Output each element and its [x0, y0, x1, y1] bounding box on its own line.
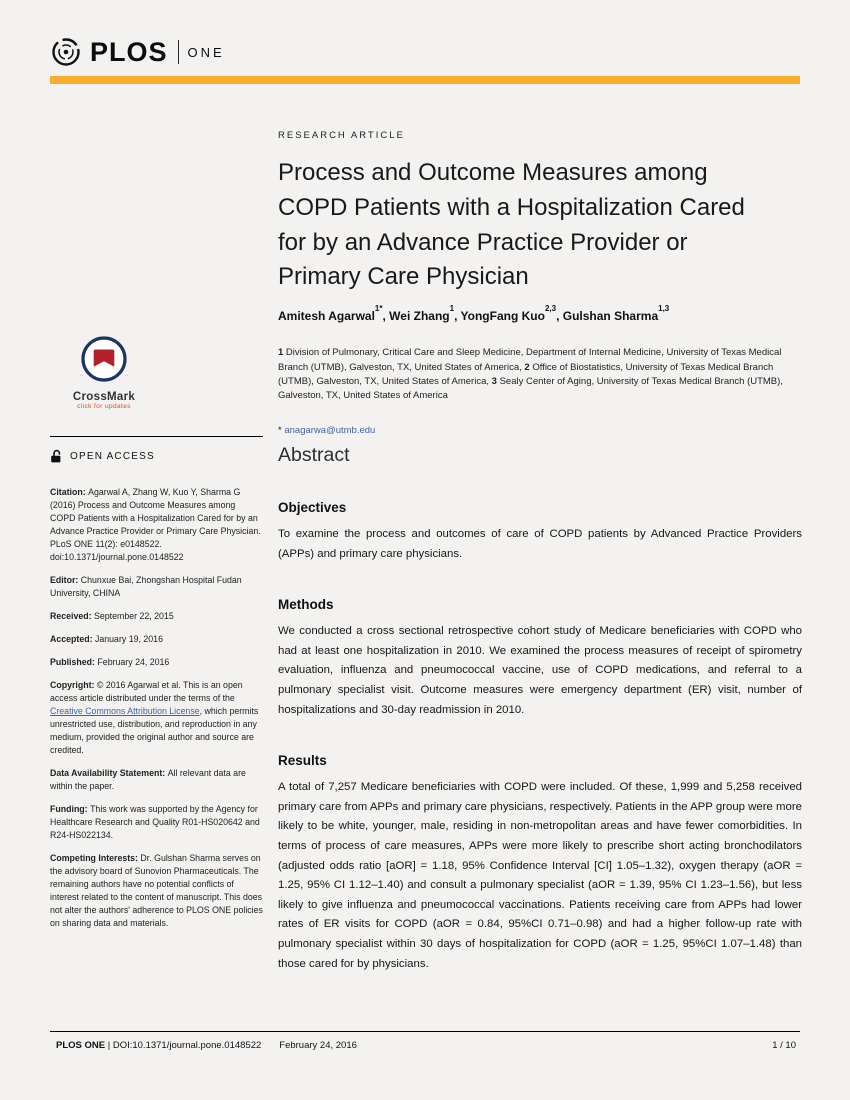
- footer-page-number: 1 / 10: [772, 1040, 796, 1051]
- sidebar-note-label: Data Availability Statement:: [50, 768, 168, 778]
- sidebar: [50, 334, 263, 940]
- article-title: [278, 156, 802, 295]
- abstract: [278, 444, 802, 974]
- correspondence-line: [278, 425, 802, 436]
- sidebar-note: Data Availability Statement: All relevant data are within the paper.: [50, 768, 246, 791]
- footer-date: February 24, 2016: [279, 1040, 357, 1051]
- abstract-section-text: A total of 7,257 Medicare beneficiaries with COPD were included. Of these, 1,999 and 5,258 received primary care from APPs and primary care physicians, respectively. Patients in the APP group were more likely to be white, younger, male, residing in non-metropolitan areas and have fewer comorbidities. In terms of process of care measures, APPs were more likely to prescribe short acting bronchodilators (adjusted odds ratio [aOR] = 1.18, 95% Confidence Interval [CI] 1.05–1.32), oxygen therapy (aOR = 1.25, 95% CI 1.12–1.40) and consult a pulmonary specialist (aOR = 1.39, 95% CI 1.23–1.56), but less likely to give influenza and pneumococcal vaccinations. Patients receiving care from APPs had lower rates of ER visits for COPD (aOR = 0.84, 95%CI 0.71–0.98) and had a higher follow-up rate with pulmonary specialist within 30 days of hospitalization for COPD (aOR = 1.25, 95%CI 1.07–1.48) than those cared for by physicians.: [278, 781, 802, 970]
- open-access-row: [50, 449, 263, 463]
- crossmark-badge[interactable]: [52, 334, 156, 410]
- author-name: Amitesh Agarwal$^{1*}$: [278, 304, 383, 324]
- crossmark-tagline: click for updates: [77, 403, 131, 410]
- abstract-section-text: To examine the process and outcomes of care of COPD patients by Advanced Practice Providers (APPs) and primary care physicians.: [278, 528, 802, 560]
- sidebar-note-label: Accepted:: [50, 634, 95, 644]
- article-header: [278, 130, 802, 436]
- footer-doi: PLOS ONE | DOI:10.1371/journal.pone.0148522: [56, 1040, 262, 1051]
- crossmark-icon: [79, 334, 129, 384]
- sidebar-note-label: Received:: [50, 611, 95, 621]
- author-name: Gulshan Sharma$^{1,3}$: [562, 304, 670, 324]
- article-title-line: for by an Advance Practice Provider or: [278, 228, 688, 256]
- article-type-label: RESEARCH ARTICLE: [278, 130, 405, 141]
- sidebar-note: Copyright: © 2016 Agarwal et al. This is an open access article distributed under the terms of the Creative Commons Attribution License, which permits unrestricted use, distribution, and reproduction in any medium, provided the original author and source are credited.: [50, 680, 259, 755]
- article-title-line: Process and Outcome Measures among: [278, 159, 708, 186]
- sidebar-notes: [50, 486, 263, 930]
- sidebar-note: Funding: This work was supported by the Agency for Healthcare Research and Quality R01-HS020642 and R24-HS022134.: [50, 804, 260, 840]
- creative-commons-license-link[interactable]: Creative Commons Attribution License: [50, 706, 200, 716]
- sidebar-note: Received: September 22, 2015: [50, 611, 174, 621]
- sidebar-note: Accepted: January 19, 2016: [50, 634, 163, 644]
- abstract-section-heading: Methods: [278, 597, 334, 613]
- sidebar-note: Editor: Chunxue Bai, Zhongshan Hospital Fudan University, CHINA: [50, 575, 242, 598]
- abstract-section-heading: Objectives: [278, 500, 347, 515]
- sidebar-note-label: Competing Interests:: [50, 853, 141, 863]
- author-list: Amitesh Agarwal$^{1*}$, Wei Zhang$^1$, YongFang Kuo$^{2,3}$, Gulshan Sharma$^{1,3}$: [278, 304, 670, 324]
- logo-text-plos: PLOS: [90, 36, 168, 67]
- sidebar-divider: [50, 436, 263, 437]
- open-lock-icon: [50, 449, 63, 463]
- plos-logo: [50, 36, 225, 68]
- affiliation-number: 3: [491, 376, 497, 387]
- logo-text-one: ONE: [187, 44, 225, 60]
- abstract-section-heading: Results: [278, 753, 327, 769]
- accent-bar: [50, 76, 800, 84]
- crossmark-title: CrossMark: [72, 391, 136, 403]
- sidebar-note-label: Funding:: [50, 804, 91, 814]
- sidebar-note-label: Editor:: [50, 575, 81, 585]
- corresponding-email-link[interactable]: anagarwa@utmb.edu: [284, 424, 376, 436]
- footer-divider: [50, 1031, 800, 1032]
- sidebar-note: Published: February 24, 2016: [50, 657, 170, 667]
- article-title-line: Primary Care Physician: [278, 263, 529, 291]
- abstract-sections: [278, 500, 802, 974]
- abstract-heading: Abstract: [278, 444, 350, 466]
- sidebar-note: Citation: Agarwal A, Zhang W, Kuo Y, Sharma G (2016) Process and Outcome Measures among COPD Patients with a Hospitalization Cared for by an Advance Practice Provider or Primary Care Physician. PLoS ONE 11(2): e0148522. doi:10.1371/journal.pone.0148522: [50, 487, 261, 562]
- footer: [56, 1040, 796, 1051]
- sidebar-note-label: Published:: [50, 657, 98, 667]
- article-title-line: COPD Patients with a Hospitalization Cared: [278, 193, 745, 221]
- abstract-section-text: We conducted a cross sectional retrospective cohort study of Medicare beneficiaries with COPD who had at least one hospitalization in 2010. We examined the process measures of receipt of spirometry evaluation, influenza and pneumococcal vaccine, use of COPD medications, and referral to a pulmonary specialist visit. Outcome measures were emergency department (ER) visit, number of hospitalizations and 30-day readmission in 2010.: [278, 625, 802, 716]
- affiliation-number: 1: [278, 347, 284, 359]
- affiliation-number: 2: [524, 361, 530, 373]
- author-name: YongFang Kuo$^{2,3}$: [460, 304, 557, 324]
- affiliations: 1 Division of Pulmonary, Critical Care and Sleep Medicine, Department of Internal Medicine, University of Texas Medical Branch (UTMB), Galveston, TX, United States of America, 2 Office of Biostatistics, University of Texas Medical Branch (UTMB), Galveston, TX, United States of America, 3 Sealy Center of Aging, University of Texas Medical Branch (UTMB), Galveston, TX, United States of America: [278, 347, 783, 402]
- plos-logo-icon: [50, 36, 82, 68]
- logo-divider: [178, 40, 179, 64]
- open-access-label: OPEN ACCESS: [70, 450, 155, 462]
- sidebar-note-label: Copyright:: [50, 680, 97, 690]
- correspondence-star: *: [278, 424, 282, 436]
- author-name: Wei Zhang$^1$: [389, 304, 455, 324]
- sidebar-note: Competing Interests: Dr. Gulshan Sharma serves on the advisory board of Sunovion Pharmaceuticals. The remaining authors have no potential conflicts of interest related to the content of manuscript. This does not alter the authors' adherence to PLOS ONE policies on sharing data and materials.: [50, 853, 263, 928]
- sidebar-note-label: Citation:: [50, 487, 89, 497]
